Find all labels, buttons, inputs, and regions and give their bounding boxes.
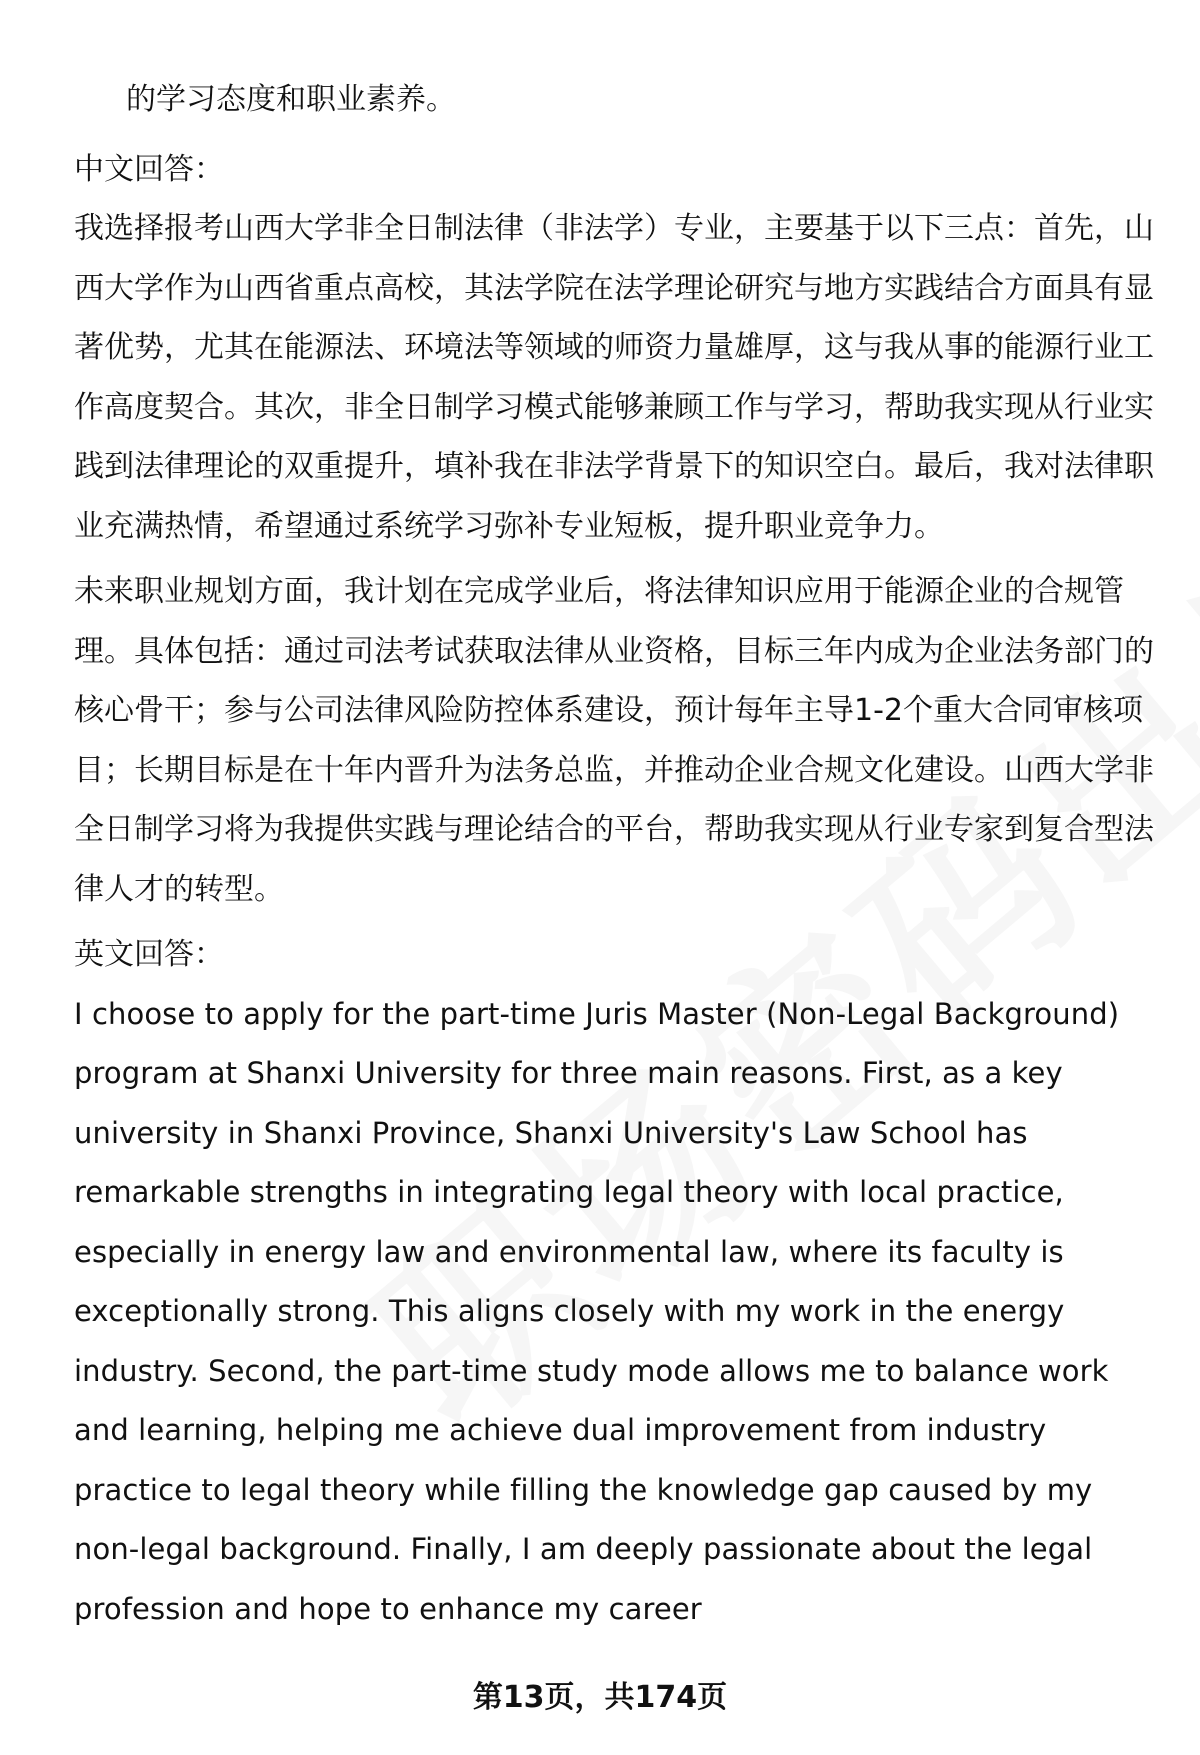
document-body xyxy=(74,70,1166,1639)
paragraph-fragment: 的学习态度和职业素养。 xyxy=(126,82,456,117)
english-answer-paragraph-1: I choose to apply for the part-time Juris Master (Non-Legal Background) program at Shanxi University for three main reasons. First, as a key university in Shanxi Province, Shanxi University's Law School has remarkable strengths in integrating legal theory with local practice, especially in energy law and environmental law, where its faculty is exceptionally strong. This aligns closely with my work in the energy industry. Second, the part-time study mode allows me to balance work and learning, helping me achieve dual improvement from industry practice to legal theory while filling the knowledge gap caused by my non-legal background. Finally, I am deeply passionate about the legal profession and hope to enhance my career xyxy=(74,996,1120,1626)
english-answer-heading: 英文回答： xyxy=(74,937,224,972)
page-number-footer: 第13页，共174页 xyxy=(472,1680,728,1715)
chinese-answer-paragraph-2: 未来职业规划方面，我计划在完成学业后，将法律知识应用于能源企业的合规管理。具体包括：通过司法考试获取法律从业资格，目标三年内成为企业法务部门的核心骨干；参与公司法律风险防控体系建设，预计每年主导1-2个重大合同审核项目；长期目标是在十年内晋升为法务总监，并推动企业合规文化建设。山西大学非全日制学习将为我提供实践与理论结合的平台，帮助我实现从行业专家到复合型法律人才的转型。 xyxy=(74,574,1154,907)
chinese-answer-heading: 中文回答： xyxy=(74,151,224,187)
chinese-answer-paragraph-1: 我选择报考山西大学非全日制法律（非法学）专业，主要基于以下三点：首先，山西大学作为山西省重点高校，其法学院在法学理论研究与地方实践结合方面具有显著优势，尤其在能源法、环境法等领域的师资力量雄厚，这与我从事的能源行业工作高度契合。其次，非全日制学习模式能够兼顾工作与学习，帮助我实现从行业实践到法律理论的双重提升，填补我在非法学背景下的知识空白。最后，我对法律职业充满热情，希望通过系统学习弥补专业短板，提升职业竞争力。 xyxy=(74,211,1154,544)
